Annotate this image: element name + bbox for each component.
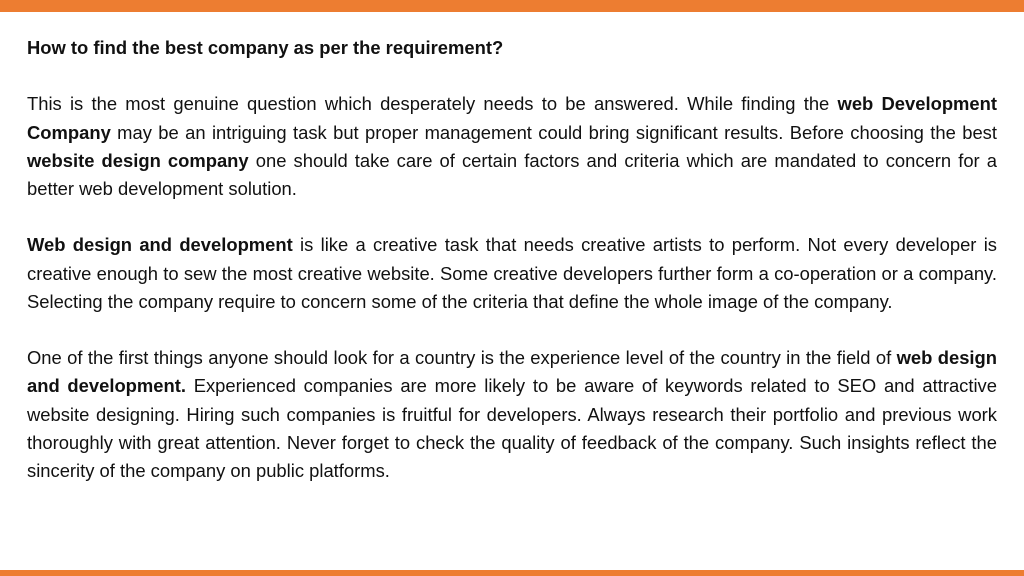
paragraph-1-text-3: one should take care of certain factors and criteria which are mandated to concern for a better web development solution. — [27, 149, 997, 199]
paragraph-1-text-2: may be an intriguing task but proper management could bring significant results. Before choosing the best — [110, 121, 997, 143]
top-accent-bar — [0, 0, 1024, 12]
paragraph-1-bold-2: website design company — [27, 149, 249, 171]
paragraph-3-text-2: Experienced companies are more likely to be aware of keywords related to SEO and attractive website designing. Hiring such companies is fruitful for developers. Always research their portfolio and previous work thoroughly with great attention. Never forget to check the quality of feedback of the company. Such insights reflect the sincerity of the company on public platforms. — [27, 375, 997, 481]
paragraph-2-bold-1: Web design and development — [27, 234, 293, 256]
slide-content — [27, 34, 997, 485]
paragraph-1 — [27, 90, 997, 203]
paragraph-2-text-1: is like a creative task that needs creative artists to perform. Not every developer is creative enough to sew the most creative website. Some creative developers further form a co-operation or a company. Selecting the company require to concern some of the criteria that define the whole image of the company. — [27, 234, 997, 312]
paragraph-2 — [27, 231, 997, 316]
slide-heading: How to find the best company as per the requirement? — [27, 37, 504, 58]
paragraph-1-text-1: This is the most genuine question which desperately needs to be answered. While finding the — [27, 93, 838, 115]
paragraph-1-bold-1: web Development Company — [27, 93, 997, 143]
paragraph-3-text-1: One of the first things anyone should look for a country is the experience level of the country in the field of — [27, 347, 897, 369]
paragraph-3 — [27, 344, 997, 485]
paragraph-3-bold-1: web design and development. — [27, 347, 997, 397]
bottom-accent-bar — [0, 570, 1024, 576]
